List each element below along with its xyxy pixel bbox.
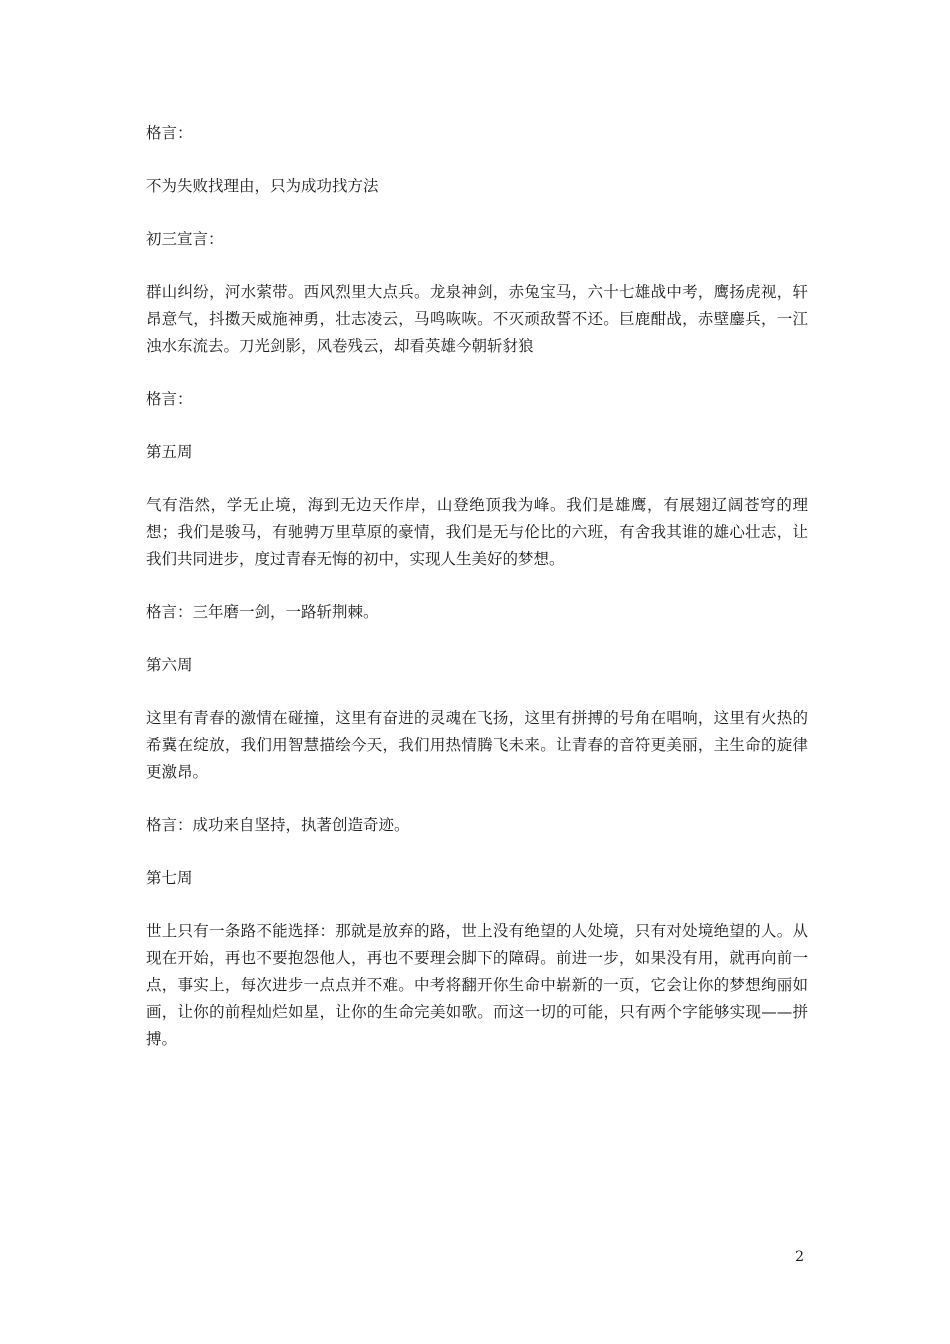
motto-text: 不为失败找理由，只为成功找方法 — [146, 177, 379, 195]
week-6-motto: 格言：成功来自坚持，执著创造奇迹。 — [146, 816, 410, 834]
week-6-paragraph: 这里有青春的激情在碰撞，这里有奋进的灵魂在飞扬，这里有拼搏的号角在唱响，这里有火热的希冀在绽放，我们用智慧描绘今天，我们用热情腾飞未来。让青春的音符更美丽，主生命的旋律更激昂。 — [146, 709, 808, 781]
week-5-paragraph: 气有浩然，学无止境，海到无边天作岸，山登绝顶我为峰。我们是雄鹰，有展翅辽阔苍穹的理想；我们是骏马，有驰骋万里草原的豪情，我们是无与伦比的六班，有舍我其谁的雄心壮志，让我们共同进步，度过青春无悔的初中，实现人生美好的梦想。 — [146, 496, 808, 568]
week-heading-5: 第五周 — [146, 443, 193, 461]
week-5-motto: 格言：三年磨一剑，一路斩荆棘。 — [146, 603, 379, 621]
motto-label: 格言： — [146, 390, 193, 408]
week-heading-6: 第六周 — [146, 656, 193, 674]
declaration-paragraph: 群山纠纷，河水萦带。西风烈里大点兵。龙泉神剑，赤兔宝马，六十七雄战中考，鹰扬虎视，轩昂意气，抖擞天威施神勇，壮志凌云，马鸣咴咴。不灭顽敌誓不还。巨鹿酣战，赤壁鏖兵，一江浊水东流去。刀光剑影，风卷残云，却看英雄今朝斩豺狼 — [146, 283, 808, 355]
motto-label: 格言： — [146, 124, 193, 142]
declaration-heading: 初三宣言： — [146, 230, 224, 248]
page-number: 2 — [795, 1249, 804, 1265]
week-7-paragraph: 世上只有一条路不能选择：那就是放弃的路，世上没有绝望的人处境，只有对处境绝望的人。从现在开始，再也不要抱怨他人，再也不要理会脚下的障碍。前进一步，如果没有用，就再向前一点，事实上，每次进步一点点并不难。中考将翻开你生命中崭新的一页，它会让你的梦想绚丽如画，让你的前程灿烂如星，让你的生命完美如歌。而这一切的可能，只有两个字能够实现——拼搏。 — [146, 922, 808, 1048]
week-heading-7: 第七周 — [146, 869, 193, 887]
document-body — [146, 120, 808, 1079]
